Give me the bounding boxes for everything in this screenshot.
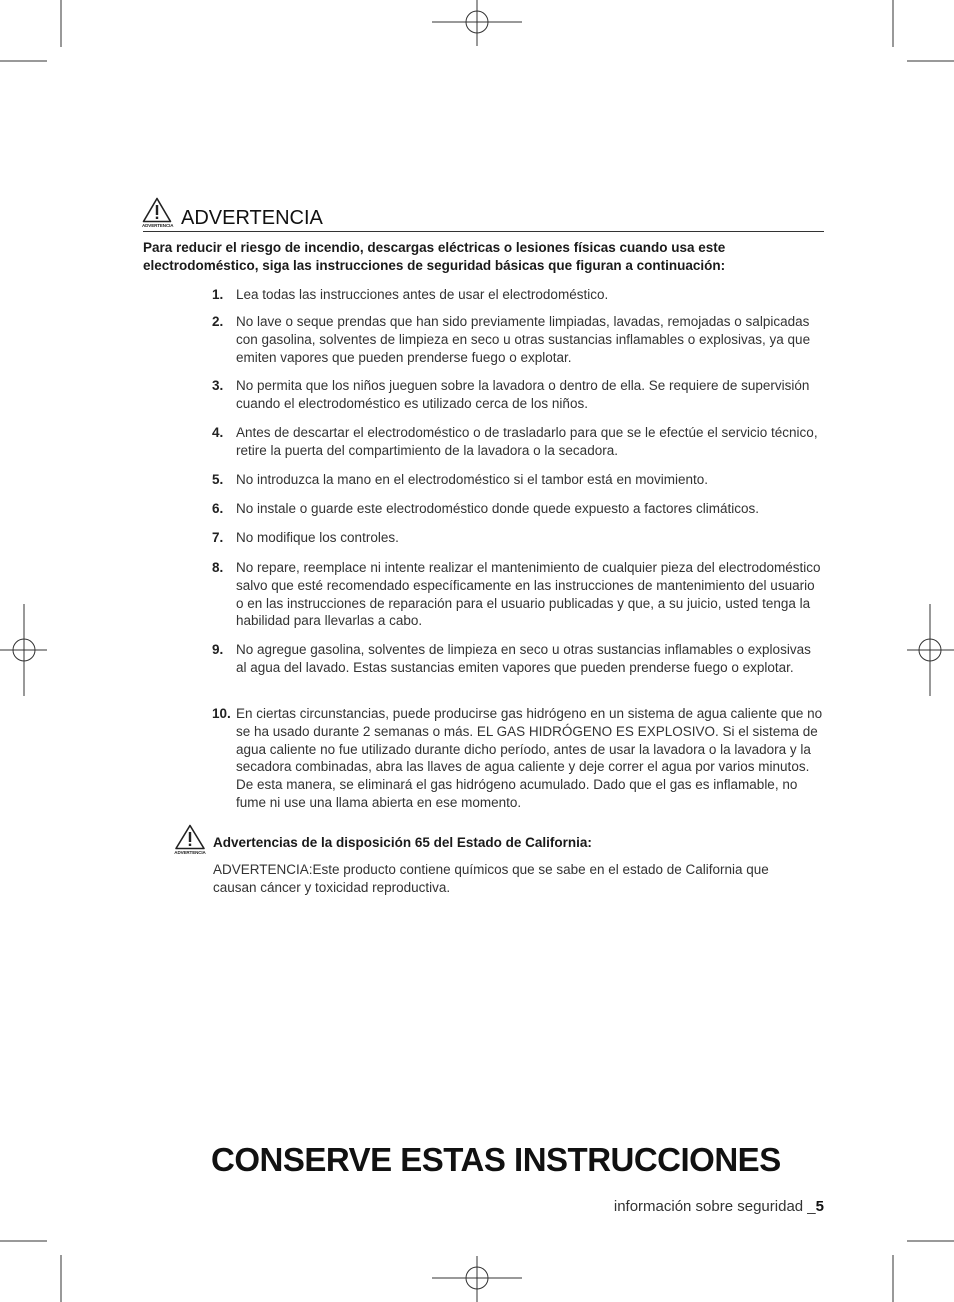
item-number: 4. [212,425,224,440]
list-item [212,500,824,518]
footer-section-label: información sobre seguridad _ [613,1198,816,1215]
list-item [212,424,824,460]
item-number: 7. [212,530,224,545]
list-item [212,471,824,489]
item-number: 3. [212,378,224,393]
item-text: No permita que los niños jueguen sobre la lavadora o dentro de ella. Se requiere de supervisión cuando el electrodoméstico es utilizado cerca de los niños. [236,378,810,411]
section-heading: ADVERTENCIA [181,207,323,229]
intro-text: Para reducir el riesgo de incendio, descargas eléctricas o lesiones físicas cuando usa este electrodoméstico, siga las instrucciones de seguridad básicas que figuran a continuación: [143,240,726,273]
item-number: 8. [212,560,224,575]
item-text: En ciertas circunstancias, puede producirse gas hidrógeno en un sistema de agua caliente que no se ha usado durante 2 semanas o más. EL GAS HIDRÓGENO ES EXPLOSIVO. Si el sistema de agua caliente no fue utilizado durante dicho período, antes de usar la lavadora o la lavadora y la secadora combinadas, abra las llaves de agua caliente y deje correr el agua por varios minutos. De esta manera, se eliminará el gas hidrógeno acumulado. Dado que el gas es inflamable, no fume ni use una llama abierta en ese momento. [236,706,823,810]
prop65-heading: Advertencias de la disposición 65 del Estado de California: [213,835,592,850]
list-item [212,313,824,366]
registration-mark-right [907,604,954,696]
registration-mark-top [432,0,522,46]
warning-icon-caption: ADVERTENCIA [142,223,174,228]
prop65-text: ADVERTENCIA:Este producto contiene químicos que se sabe en el estado de California que causan cáncer y toxicidad reproductiva. [213,862,769,895]
item-text: Lea todas las instrucciones antes de usar el electrodoméstico. [236,287,609,302]
item-number: 2. [212,314,224,329]
list-item [212,286,824,304]
warning-triangle-icon [174,824,206,860]
page-footer [614,1197,824,1217]
warning-icon-caption: ADVERTENCIA [174,850,206,855]
item-text: No modifique los controles. [236,530,399,545]
item-number: 10. [212,706,231,721]
registration-mark-left [0,604,47,696]
item-number: 6. [212,501,224,516]
item-text: No lave o seque prendas que han sido previamente limpiadas, lavadas, remojadas o salpicadas con gasolina, solventes de limpieza en seco u otras sustancias inflamables o explosivas, ya que emiten vapores que pueden prenderse fuego o explotar. [236,314,811,365]
heading-divider [143,231,824,232]
list-item [212,559,824,630]
list-item [212,377,824,413]
list-item [212,705,824,812]
item-number: 5. [212,472,224,487]
item-text: No agregue gasolina, solventes de limpieza en seco u otras sustancias inflamables o explosivas al agua del lavado. Estas sustancias emiten vapores que pueden prenderse fuego o explotar. [236,642,811,675]
item-text: No repare, reemplace ni intente realizar el mantenimiento de cualquier pieza del electrodoméstico salvo que esté recomendado específicamente en las instrucciones de mantenimiento del usuario o en las instrucciones de reparación para el usuario publicadas y que, a su juicio, usted tenga la habilidad para llevarlas a cabo. [236,560,821,629]
item-number: 1. [212,287,224,302]
item-text: No instale o guarde este electrodoméstico donde quede expuesto a factores climáticos. [236,501,760,516]
page-number: 5 [815,1198,824,1215]
item-text: No introduzca la mano en el electrodoméstico si el tambor está en movimiento. [236,472,708,487]
item-text: Antes de descartar el electrodoméstico o de trasladarlo para que se le efectúe el servicio técnico, retire la puerta del compartimiento de la lavadora o la secadora. [236,425,818,458]
list-item [212,641,824,677]
warning-triangle-icon [142,197,172,233]
list-item [212,529,824,547]
save-instructions-title: CONSERVE ESTAS INSTRUCCIONES [211,1141,781,1178]
registration-mark-bottom [432,1256,522,1302]
item-number: 9. [212,642,224,657]
